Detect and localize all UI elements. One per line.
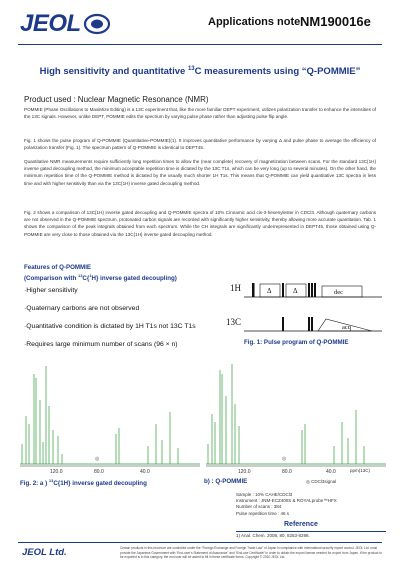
solvent-marker: ◎: [282, 456, 287, 462]
h-pulse: [282, 283, 284, 297]
reference-divider: [236, 531, 386, 532]
feature-item: ·Requires large minimum number of scans (96 × n): [24, 341, 178, 348]
footer-divider: [18, 542, 382, 543]
page-title: High sensitivity and quantitative $^{13}$C measurements using “Q-POMMIE”: [39, 66, 361, 78]
paragraph-pulse-program: Fig. 1 shows the pulse program of Q-POMMIE (Quantitative-POMMIE)(1). It improves quantitative performance by varying Δ and pulse phase to average the efficiency of polarization transfer (Fig. 1). The spectrum pattern of Q-POMMIE is identical to DEPT45.: [24, 138, 376, 151]
figure2-caption-b: b) : Q-POMMIE: [204, 478, 248, 485]
product-used: Product used : Nuclear Magnetic Resonance (NMR): [24, 95, 209, 104]
feature-item: ·Quantitative condition is dictated by 1H T1s not 13C T1s: [24, 323, 196, 330]
reference-text: 1) Anal. Chem. 2008, 80, 8253-8298.: [236, 533, 310, 538]
dec-label: dec: [334, 289, 344, 296]
nmr-spectra: [20, 356, 386, 486]
feature-item: ·Quaternary carbons are not observed: [24, 305, 140, 312]
c-pulse: [311, 317, 313, 331]
figure2-caption-a: Fig. 2: a ) $^{13}$C{1H} inverse gated decoupling: [20, 478, 147, 488]
footer-disclaimer: Certain products in this brochure are controlled under the “Foreign Exchange and Foreign Trade Law” of Japan in compliance with international security export control. JEOL Ltd. must provide the Japanese Government with “End-user's Statement of Assurance” and “End-use Certificate” in order to obtain the export license needed for export from Japan. If the product to be exported is in this category, the end user will be asked to fill in these certificate forms. Copyright © 2020 JEOL Ltd.: [120, 546, 382, 560]
logo-text: JEOL: [20, 10, 81, 37]
tick-label: 40.0: [140, 469, 150, 475]
h-pulse: [308, 283, 310, 297]
spectrum-b: [208, 364, 364, 464]
features-title: Features of Q-POMMIE (Comparison with $^{13}$C{$^1$H} inverse gated decoupling): [24, 264, 177, 283]
delta-label: Δ: [267, 287, 272, 295]
solvent-note: ◎ CDCl3signal: [306, 479, 337, 484]
c-pulse: [282, 317, 284, 331]
tick-label: 40.0: [326, 469, 336, 475]
delta-label: Δ: [293, 287, 298, 295]
solvent-marker: ◎: [95, 456, 100, 462]
footer-logo: JEOL Ltd.: [22, 547, 67, 558]
tick-label: 120.0: [238, 469, 251, 475]
features-list: [24, 285, 196, 357]
paragraph-quantitative: Quantitative NMR measurements require sufficiently long repetition times to allow the (near complete) recovery of magnetization between scans. For the standard 13C{1H} inverse gated decoupling method, the minimum acceptable repetition time is dictated by the 13C T1s, which can be very long (up to several minutes). On the other hand, the minimum repetition time of the Q-POMMIE method is dictated by the usually much shorter 1H T1s. This means that Q-POMMIE can yield quantitative 13C spectra in less time and with higher sensitivity than via the 13C{1H} inverse gated decoupling method.: [24, 159, 376, 186]
c-channel-label: 13C: [226, 317, 242, 327]
document-type: Applications note: [208, 16, 301, 28]
axis-unit-label: ppm(13C): [350, 468, 371, 473]
h-pulse: [311, 283, 313, 297]
h-pulse: [314, 283, 316, 297]
tick-label: 80.0: [282, 469, 292, 475]
tick-label: 120.0: [50, 469, 63, 475]
sample-info: Sample : 10% CAHE/CDCl3 Instrument : JNM-ECZ400S & ROYALprobe™HFX Number of scans : 384 Pulse repetition time : 46 s: [236, 492, 337, 516]
jeol-logo: [20, 10, 111, 38]
document-number: NM190016e: [300, 14, 371, 29]
h-pulse: [252, 283, 255, 297]
logo-emblem-icon: [83, 13, 111, 35]
c-pulse: [308, 317, 310, 331]
header-divider: [18, 44, 382, 45]
h-channel-label: 1H: [230, 283, 241, 293]
paragraph-comparison: Fig. 2 shows a comparison of 13C{1H} inverse gated decoupling and Q-POMMIE spectra of 10% Cinnamic acid cis-3-hexenylester in CDCl3. Although quaternary carbons are not observed in the Q-POMMIE spectrum, protonated carbon signals are recorded with significantly higher sensitivity, thereby allowing more accurate quantitation. Tab. 1 shows the comparison of the peak integrals obtained from each spectrum. While the CH integrals are significantly underrepresented in DEPT45, those obtained using Q-POMMIE are very close to those obtained via the 13C{1H} inverse gated decoupling method.: [24, 210, 376, 237]
feature-item: ·Higher sensitivity: [24, 287, 78, 294]
tick-label: 80.0: [94, 469, 104, 475]
paragraph-intro: POMMIE (Phase Oscillations to MaxiMize Editing) is a 13C experiment that, like the more familiar DEPT experiment, utilizes polarization transfer to enhance the intensities of the 13C signals. However, unlike DEPT, POMMIE edits the spectrum by varying pulse phase rather than adjusting pulse flip angle.: [24, 107, 376, 120]
acq-label: acq: [342, 324, 352, 331]
figure1-caption: Fig. 1: Pulse program of Q-POMMIE: [244, 339, 349, 346]
spectrum-a: [22, 366, 178, 464]
reference-title: Reference: [284, 521, 318, 528]
